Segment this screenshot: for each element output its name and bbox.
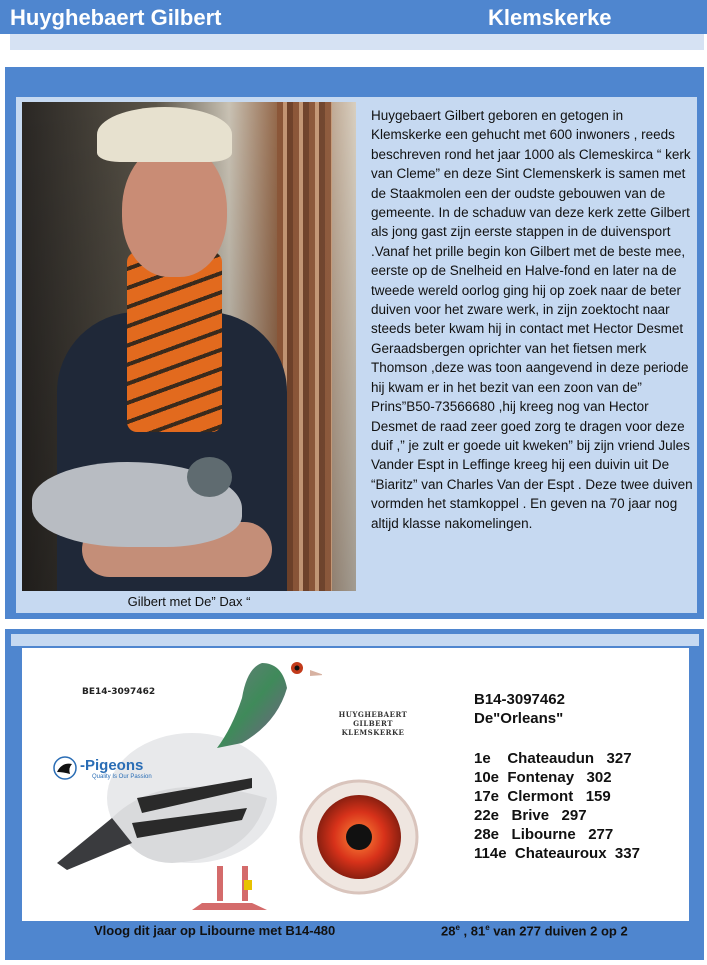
breeder-name: Huyghebaert Gilbert (10, 5, 222, 30)
pigeon-ring-number: B14-3097462 (474, 691, 565, 708)
logo-tagline: Quality Is Our Passion (92, 774, 152, 780)
held-pigeon-head-shape (187, 457, 232, 497)
ring-code-label: BE14-3097462 (82, 687, 156, 697)
result-row: 114e Chateauroux 337 (474, 845, 640, 862)
pigeon-id-block (474, 690, 565, 728)
footer-note-left: Vloog dit jaar op Libourne met B14-480 (94, 923, 336, 938)
breeder-location: Klemskerke (488, 5, 612, 30)
result-row: 17e Clermont 159 (474, 788, 611, 805)
breeder-photo (22, 102, 356, 591)
pigeon-card (22, 648, 689, 921)
face-shape (122, 142, 227, 277)
breeder-tag (318, 710, 428, 737)
header-sub-bar (10, 34, 704, 50)
header-bar (0, 0, 707, 34)
pigeon-section-top-strip (11, 634, 699, 646)
result-row: 10e Fontenay 302 (474, 769, 612, 786)
pigeon-name: De"Orleans" (474, 710, 564, 727)
result-row: 28e Libourne 277 (474, 826, 614, 843)
pigeon-eye-image (298, 778, 420, 896)
results-list (474, 749, 640, 863)
breeder-tag-name: HUYGHEBAERT GILBERT (338, 710, 408, 728)
bird-logo-icon (52, 756, 78, 780)
photo-caption: Gilbert met De” Dax “ (127, 594, 251, 609)
footer-note-right: 28e , 81e van 277 duiven 2 op 2 (441, 923, 628, 939)
result-row: 22e Brive 297 (474, 807, 587, 824)
pigeons-logo (52, 753, 162, 785)
result-row: 1e Chateaudun 327 (474, 750, 632, 767)
breeder-tag-place: KLEMSKERKE (341, 728, 405, 737)
story-text: Huygebaert Gilbert geboren en getogen in Klemskerke een gehucht met 600 inwoners , reeds beschreven rond het jaar 1000 als Clemeskirca “ kerk van Cleme” en deze Sint Clemenskerk is samen met de Staakmolen een der oudste gebouwen van de gemeente. In de schaduw van deze kerk zette Gilbert als jong gast zijn eerste stappen in de duivensport .Vanaf het prille begin kon Gilbert met de beste mee, eerste op de Snelheid en Halve-fond en later na de tweede wereld oorlog ging hij op zoek naar de beter duiven voor het zware werk, in zijn zoektocht naar steeds beter kwam hij in contact met Hector Desmet Geraadsbergen oprichter van het fietsen merk Thomson ,deze was toon aangevend in deze periode hij kwam er in het bezit van een zoon van de” Prins”B50-73566680 ,hij kreeg nog van Hector Desmet de raad zeer goed zorg te dragen voor deze duif ,” je zult er goede uit kweken” bij zijn vriend Jules Vander Espt in Leffinge kreeg hij een duivin uit De “Biaritz” van Charles Van der Espt . Deze twee duiven vormden het stamkoppel . En geven na 70 jaar nog altijd klasse nakomelingen. (371, 108, 693, 531)
logo-text: -Pigeons (80, 757, 144, 774)
scarf-shape (127, 252, 222, 432)
cap-shape (97, 107, 232, 162)
